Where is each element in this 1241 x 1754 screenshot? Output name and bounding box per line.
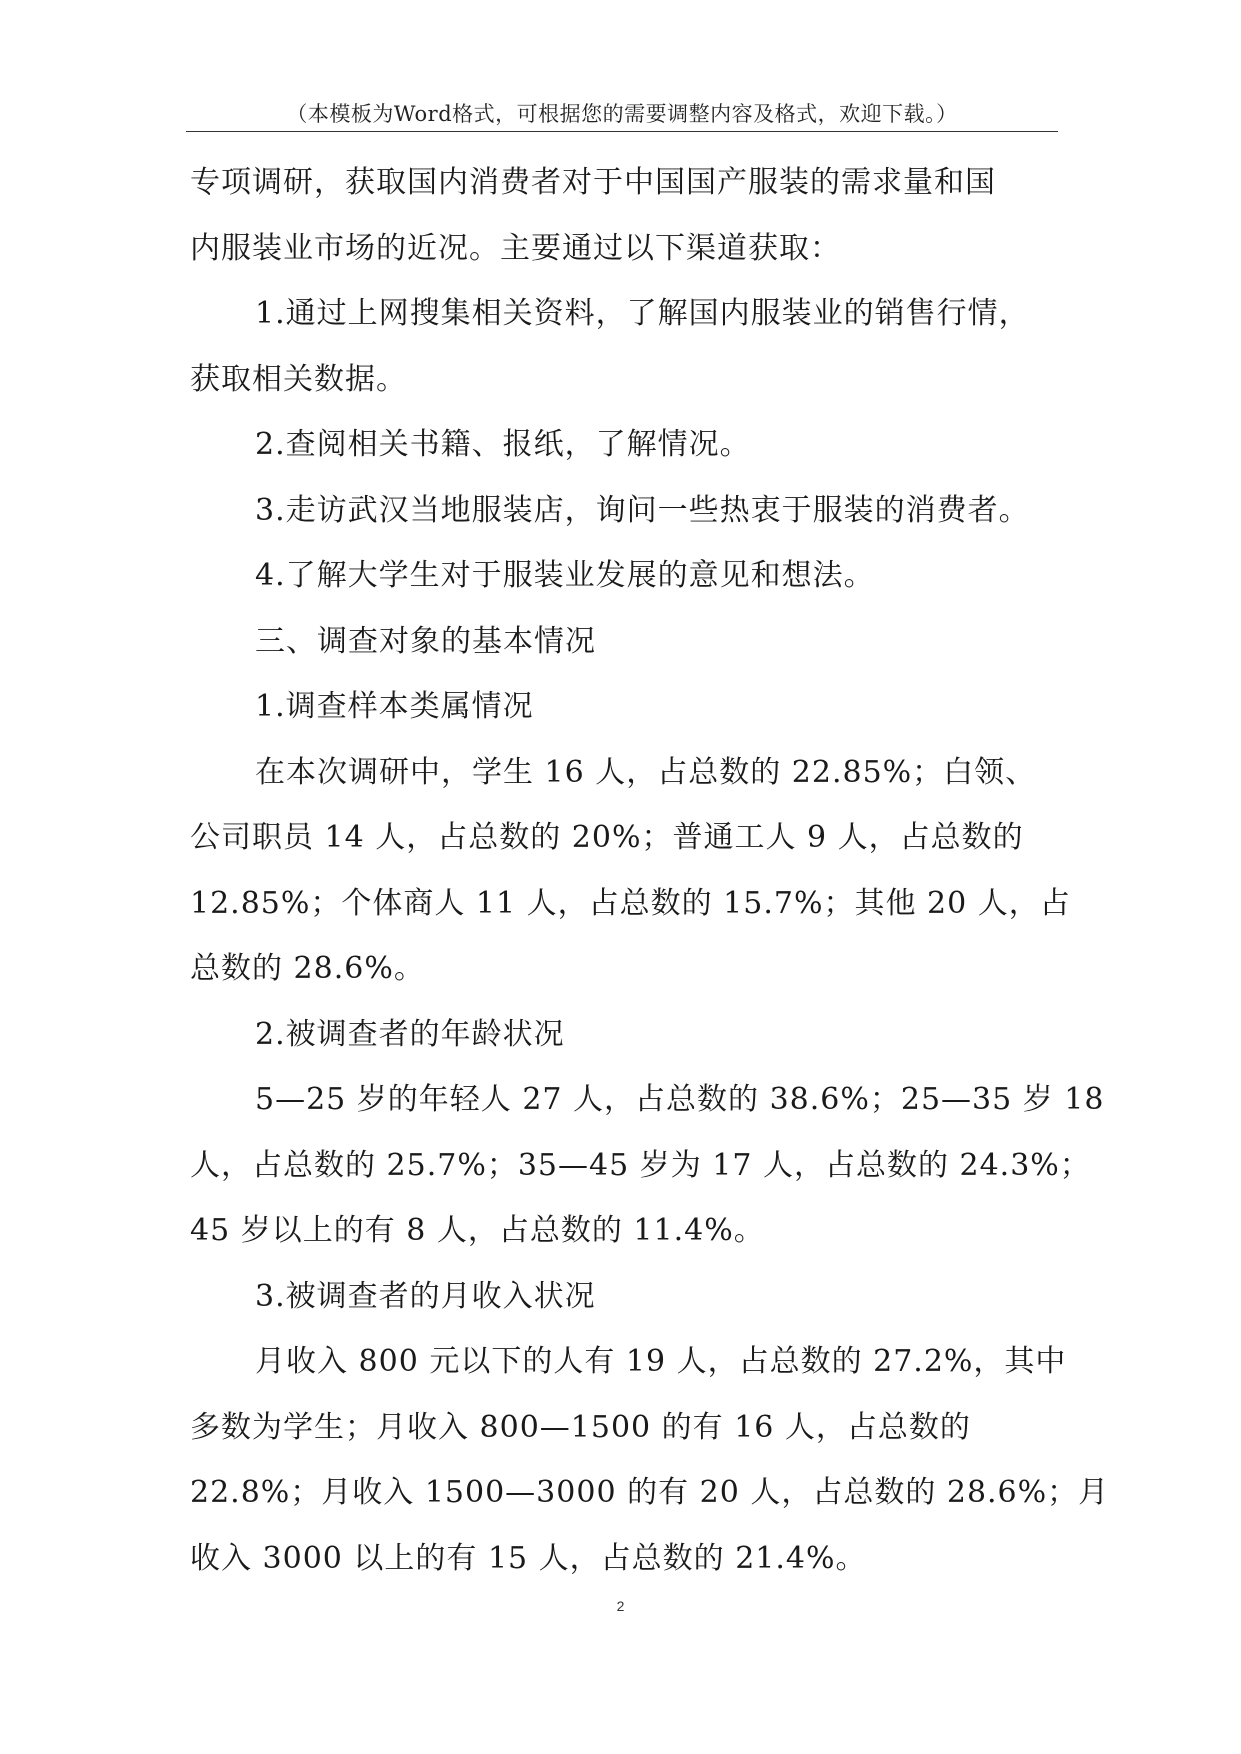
- document-body: [190, 150, 1110, 1591]
- text-line: 内服装业市场的近况。主要通过以下渠道获取：: [190, 230, 841, 266]
- header-divider: [186, 131, 1058, 132]
- text-line: 2.被调查者的年龄状况: [255, 1016, 565, 1052]
- text-line: 公司职员 14 人，占总数的 20%；普通工人 9 人，占总数的: [190, 820, 1024, 855]
- text-line: 2.查阅相关书籍、报纸，了解情况。: [255, 427, 751, 462]
- text-line: 1.通过上网搜集相关资料，了解国内服装业的销售行情，: [255, 296, 1030, 331]
- text-line: 4.了解大学生对于服装业发展的意见和想法。: [255, 558, 875, 593]
- text-line: 45 岁以上的有 8 人，占总数的 11.4%。: [190, 1213, 765, 1248]
- text-line: 在本次调研中，学生 16 人，占总数的 22.85%；白领、: [255, 754, 1037, 790]
- text-line: 月收入 800 元以下的人有 19 人，占总数的 27.2%，其中: [255, 1344, 1067, 1379]
- text-line: 获取相关数据。: [190, 361, 407, 397]
- text-line: 人，占总数的 25.7%；35—45 岁为 17 人，占总数的 24.3%；: [190, 1147, 1091, 1183]
- text-line: 总数的 28.6%。: [190, 951, 425, 986]
- text-line: 22.8%；月收入 1500—3000 的有 20 人，占总数的 28.6%；月: [190, 1475, 1110, 1510]
- text-line: 收入 3000 以上的有 15 人，占总数的 21.4%。: [190, 1540, 867, 1576]
- text-line: 5—25 岁的年轻人 27 人，占总数的 38.6%；25—35 岁 18: [255, 1082, 1105, 1117]
- text-line: 12.85%；个体商人 11 人，占总数的 15.7%；其他 20 人，占: [190, 885, 1071, 921]
- text-line: 1.调查样本类属情况: [255, 689, 534, 724]
- text-line: 3.被调查者的月收入状况: [255, 1278, 596, 1314]
- text-line: 多数为学生；月收入 800—1500 的有 16 人，占总数的: [190, 1409, 971, 1445]
- text-line: 三、调查对象的基本情况: [255, 623, 596, 659]
- page-number: 2: [616, 1598, 625, 1614]
- template-note-header: （本模板为Word格式，可根据您的需要调整内容及格式，欢迎下载。）: [286, 102, 958, 126]
- text-line: 3.走访武汉当地服装店，询问一些热衷于服装的消费者。: [255, 492, 1030, 528]
- text-line: 专项调研，获取国内消费者对于中国国产服装的需求量和国: [190, 165, 996, 200]
